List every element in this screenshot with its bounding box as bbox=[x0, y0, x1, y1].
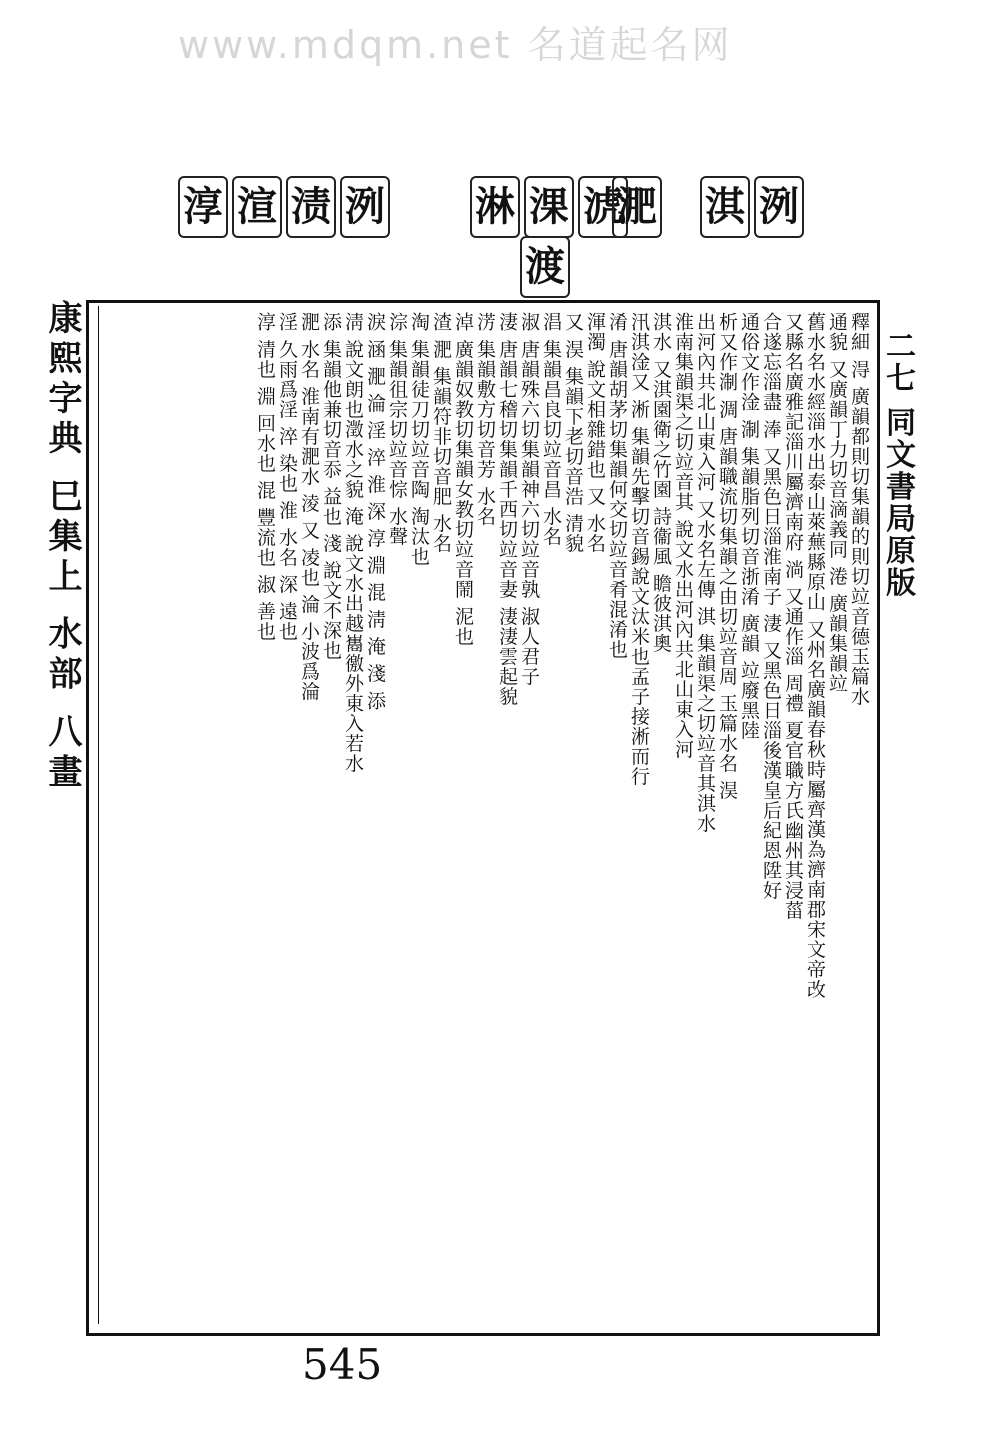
seal-char: 洌 bbox=[340, 176, 390, 238]
seal-group-4 bbox=[612, 176, 662, 238]
page-number: 545 bbox=[302, 1340, 383, 1389]
text-column: 淮南集韻渠之切竝音其 說文水出河內共北山東入河 bbox=[672, 312, 694, 760]
seal-group-1 bbox=[178, 176, 390, 238]
text-column: 淚 涵 淝 淪 淫 淬 淮 深 淳 淵 混 淸 淹 淺 添 bbox=[364, 312, 386, 711]
watermark-text: www.mdqm.net 名道起名网 bbox=[178, 23, 733, 67]
text-column: 渾濁 說文相雜錯也 又 水名 bbox=[584, 312, 606, 554]
text-column: 淸 說文朗也澂水之貌 淹 說文水出越巂徼外東入若水 bbox=[342, 312, 364, 774]
text-column: 淖 廣韻奴教切集韻女教切竝音鬧 泥也 bbox=[452, 312, 474, 647]
text-column: 淆 唐韻胡茅切集韻何交切竝音肴混淆也 bbox=[606, 312, 628, 660]
text-column: 析又作淛 淍 唐韻職流切集韻之由切竝音周 玉篇水名 淏 bbox=[716, 312, 738, 801]
text-column: 又縣名廣雅記淄川屬濟南府 淌 又通作淄 周禮 夏官職方氏幽州其浸菑 bbox=[782, 312, 804, 921]
left-margin-title: 康熙字典 巳集上 水部 八畫 bbox=[42, 300, 82, 794]
text-column: 淐 集韻昌良切竝音昌 水名 bbox=[540, 312, 562, 547]
text-column: 淘 集韻徒刀切竝音陶 淘汰也 bbox=[408, 312, 430, 567]
text-column: 汛淇淦又 淅 集韻先擊切音錫說文汰米也孟子接淅而行 bbox=[628, 312, 650, 787]
seal-group-2 bbox=[470, 176, 628, 238]
text-column: 通貌 又廣韻丁力切音滴義同 淃 廣韻集韻竝 bbox=[826, 312, 848, 694]
text-column: 又 淏 集韻下老切音浩 清貌 bbox=[562, 312, 584, 554]
text-column: 通俗文作淦 淛 集韻脂列切音浙淆 廣韻 竝廢黑陸 bbox=[738, 312, 760, 741]
dictionary-text-columns bbox=[100, 312, 870, 1322]
text-column: 淇水 又淇園衛之竹園 詩衞風 瞻彼淇奧 bbox=[650, 312, 672, 654]
text-column: 渣 淝 集韻符非切音肥 水名 bbox=[430, 312, 452, 554]
seal-char: 渍 bbox=[286, 176, 336, 238]
text-column: 舊水名水經淄水出泰山萊蕪縣原山 又州名廣韻春秋時屬齊漢為濟南郡宋文帝改 bbox=[804, 312, 826, 1000]
seal-char: 洌 bbox=[754, 176, 804, 238]
seal-char: 淝 bbox=[612, 176, 662, 238]
right-margin-publisher: 二七 同文書局原版 bbox=[880, 330, 915, 599]
text-column: 添 集韻他兼切音忝 益也 淺 說文不深也 bbox=[320, 312, 342, 661]
seal-char: 渡 bbox=[520, 236, 570, 298]
seal-group-3 bbox=[520, 236, 570, 298]
text-column: 出河內共北山東入河 又水名左傳 淇 集韻渠之切竝音其淇水 bbox=[694, 312, 716, 834]
text-column: 淝 水名 淮南有淝水 淩 又 凌也 淪 小波爲淪 bbox=[298, 312, 320, 702]
seal-char: 淳 bbox=[178, 176, 228, 238]
seal-char: 渲 bbox=[232, 176, 282, 238]
seal-char: 淲 bbox=[578, 176, 628, 238]
text-column: 淒 唐韻七稽切集韻千西切竝音妻 淒淒雲起貌 bbox=[496, 312, 518, 707]
text-column: 淳 清也 淵 回水也 混 豐流也 淑 善也 bbox=[254, 312, 276, 642]
text-column: 淓 集韻敷方切音芳 水名 bbox=[474, 312, 496, 527]
seal-group-5 bbox=[700, 176, 804, 238]
text-column: 淑 唐韻殊六切集韻神六切竝音孰 淑人君子 bbox=[518, 312, 540, 687]
text-column: 釋細 淂 廣韻都則切集韻的則切竝音德玉篇水 bbox=[848, 312, 870, 707]
seal-char: 淇 bbox=[700, 176, 750, 238]
text-column: 淙 集韻徂宗切竝音悰 水聲 bbox=[386, 312, 408, 547]
text-column: 淫 久雨爲淫 淬 染也 淮 水名 深 遠也 bbox=[276, 312, 298, 642]
text-column: 合遂忘淄盡 淎 又黑色日淄淮南子 淒 又黑色日淄後漢皇后紀恩陞好 bbox=[760, 312, 782, 901]
seal-char: 淋 bbox=[470, 176, 520, 238]
seal-char: 淉 bbox=[524, 176, 574, 238]
